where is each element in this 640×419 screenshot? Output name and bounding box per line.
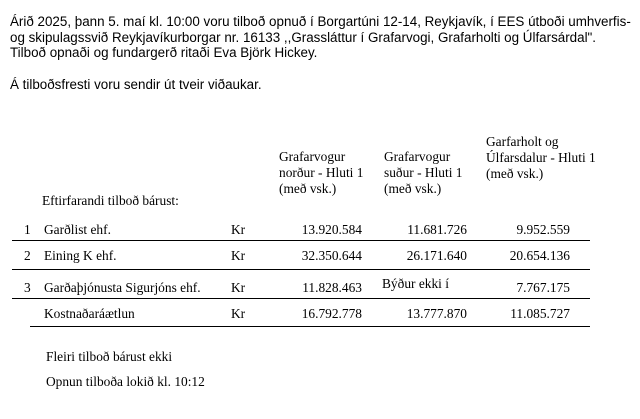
bidder-name: Eining K ehf. — [44, 248, 117, 263]
bid-value-nordur: 11.828.463 — [302, 280, 362, 295]
estimate-value-garfarholt: 11.085.727 — [510, 306, 570, 321]
table-row-header: Eftirfarandi tilboð bárust: — [42, 193, 179, 208]
intro-text — [10, 14, 635, 92]
opened-by-line: Tilboð opnaði og fundargerð ritaði Eva Björk Hickey. — [10, 45, 318, 60]
bid-value-garfarholt: 7.767.175 — [516, 280, 570, 295]
bid-value-sudur: 11.681.726 — [407, 222, 467, 237]
column-header-nordur: Grafarvogur norður - Hluti 1 (með vsk.) — [279, 149, 364, 196]
closing-note: Opnun tilboða lokið kl. 10:12 — [46, 374, 205, 389]
bid-value-nordur: 32.350.644 — [301, 248, 362, 263]
bid-value-sudur: 26.171.640 — [406, 248, 467, 263]
bid-value-garfarholt: 20.654.136 — [509, 248, 570, 263]
estimate-value-nordur: 16.792.778 — [301, 306, 362, 321]
currency-label: Kr — [231, 222, 246, 237]
column-header-garfarholt: Garfarholt og Úlfarsdalur - Hluti 1 (með vsk.) — [486, 134, 596, 181]
row-number: 1 — [24, 222, 31, 237]
addenda-line: Á tilboðsfresti voru sendir út tveir viðaukar. — [10, 76, 262, 92]
bid-value-garfarholt: 9.952.559 — [516, 222, 570, 237]
bid-value-nordur: 13.920.584 — [301, 222, 362, 237]
row-divider — [12, 298, 590, 299]
currency-label: Kr — [231, 280, 246, 295]
estimate-label: Kostnaðaráætlun — [44, 306, 135, 321]
bidder-name: Garðaþjónusta Sigurjóns ehf. — [44, 280, 201, 295]
currency-label: Kr — [231, 306, 246, 321]
estimate-value-sudur: 13.777.870 — [406, 306, 467, 321]
row-divider — [12, 240, 590, 241]
no-more-bids-note: Fleiri tilboð bárust ekki — [46, 349, 173, 364]
currency-label: Kr — [231, 248, 246, 263]
column-header-sudur: Grafarvogur suður - Hluti 1 (með vsk.) — [384, 149, 463, 196]
bidder-name: Garðlist ehf. — [44, 222, 111, 237]
row-divider — [12, 269, 590, 270]
bid-value-sudur: Býður ekki í — [382, 276, 449, 291]
intro-paragraph: Árið 2025, þann 5. maí kl. 10:00 voru tilboð opnuð í Borgartúni 12-14, Reykjavík, í EES útboði umhverfis- og skipulagssvið Reykjavíkurborgar nr. 16133 ,,Grassláttur í Grafarvogi, Grafarholti og Úlfarsárdal". — [10, 14, 631, 45]
row-number: 2 — [24, 248, 31, 263]
row-number: 3 — [24, 280, 31, 295]
row-divider — [30, 326, 590, 327]
